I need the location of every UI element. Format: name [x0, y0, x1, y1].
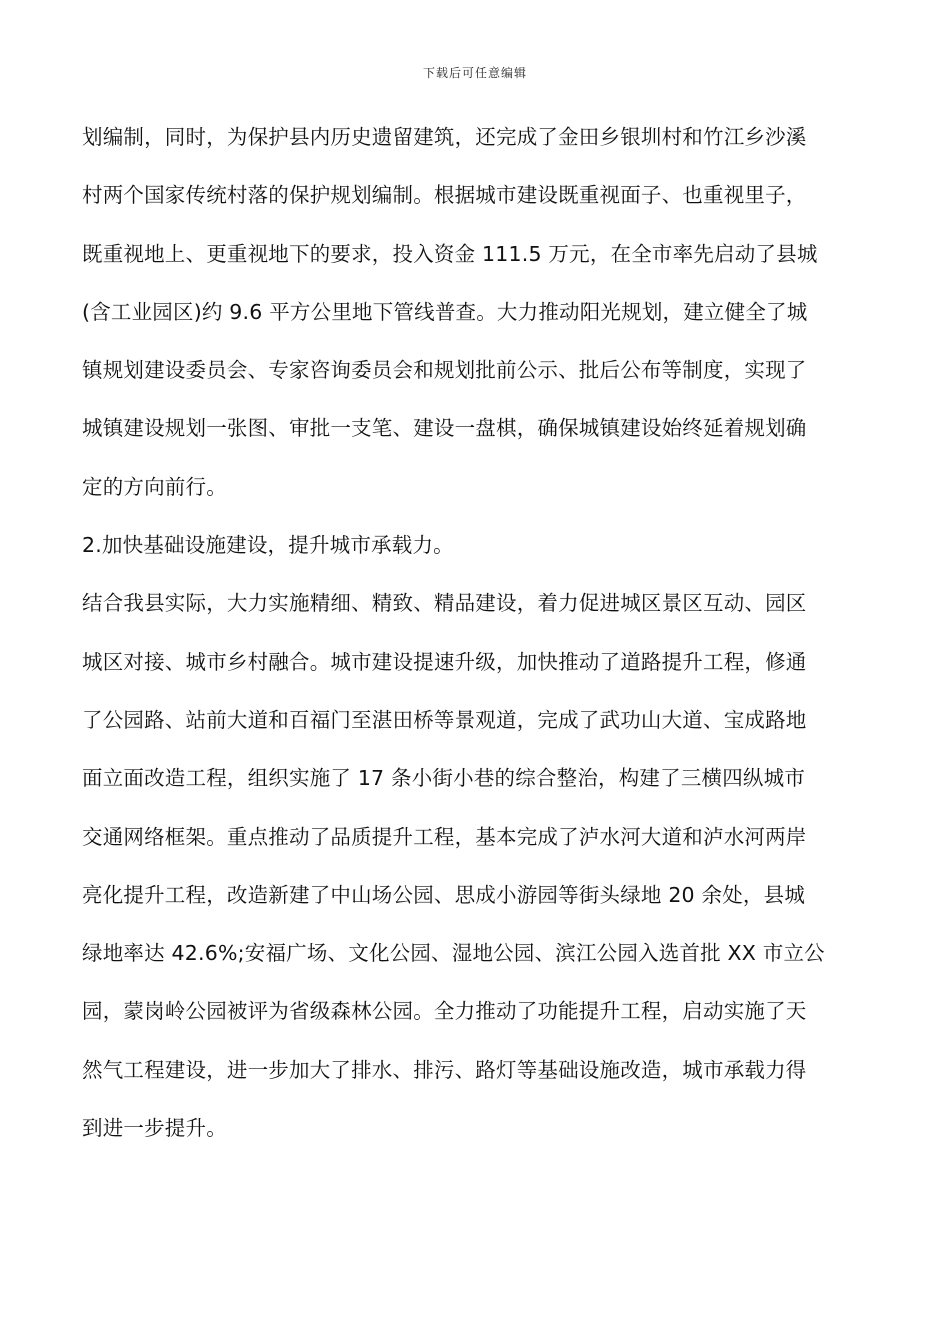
document-body	[82, 116, 872, 1165]
text-line: 既重视地上、更重视地下的要求，投入资金 111.5 万元，在全市率先启动了县城	[82, 241, 818, 266]
text-line: 城区对接、城市乡村融合。城市建设提速升级，加快推动了道路提升工程，修通	[82, 649, 807, 674]
text-line: (含工业园区)约 9.6 平方公里地下管线普查。大力推动阳光规划，建立健全了城	[82, 299, 808, 324]
text-line: 绿地率达 42.6%;安福广场、文化公园、湿地公园、滨江公园入选首批 XX 市立公	[82, 941, 825, 966]
header-note: 下载后可任意编辑	[422, 66, 527, 80]
text-line: 村两个国家传统村落的保护规划编制。根据城市建设既重视面子、也重视里子，	[82, 183, 807, 208]
text-line: 交通网络框架。重点推动了品质提升工程，基本完成了泸水河大道和泸水河两岸	[82, 824, 807, 849]
text-line: 了公园路、站前大道和百福门至湛田桥等景观道，完成了武功山大道、宝成路地	[82, 707, 807, 732]
section-heading: 2.加快基础设施建设，提升城市承载力。	[82, 533, 454, 558]
text-line: 划编制，同时，为保护县内历史遗留建筑，还完成了金田乡银圳村和竹江乡沙溪	[82, 125, 807, 149]
text-line: 园，蒙岗岭公园被评为省级森林公园。全力推动了功能提升工程，启动实施了天	[82, 999, 807, 1024]
text-line: 然气工程建设，进一步加大了排水、排污、路灯等基础设施改造，城市承载力得	[82, 1057, 807, 1082]
text-line: 到进一步提升。	[82, 1116, 227, 1141]
text-line: 亮化提升工程，改造新建了中山场公园、思成小游园等街头绿地 20 余处，县城	[82, 882, 806, 907]
text-line: 结合我县实际，大力实施精细、精致、精品建设，着力促进城区景区互动、园区	[82, 591, 807, 616]
text-line: 城镇建设规划一张图、审批一支笔、建设一盘棋，确保城镇建设始终延着规划确	[82, 416, 807, 441]
text-line: 面立面改造工程，组织实施了 17 条小街小巷的综合整治，构建了三横四纵城市	[82, 766, 806, 791]
text-line: 定的方向前行。	[82, 474, 227, 499]
text-line: 镇规划建设委员会、专家咨询委员会和规划批前公示、批后公布等制度，实现了	[82, 358, 807, 383]
